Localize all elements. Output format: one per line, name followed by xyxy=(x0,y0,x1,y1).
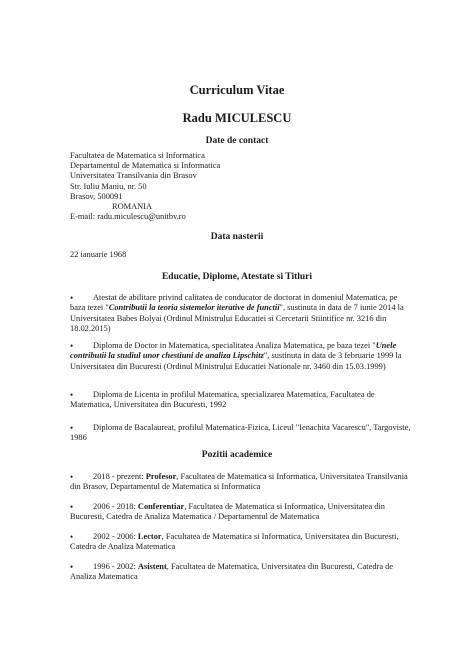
position-item xyxy=(70,472,412,493)
education-text: Diploma de Licenta in profilul Matematica, specializarea Matematica, Facultatea de Matematica, Universitatea din Bucuresti, 1992 xyxy=(70,390,375,410)
position-role: Asistent xyxy=(137,562,167,571)
position-role: Conferentiar xyxy=(137,502,185,511)
position-role: Lector xyxy=(137,532,162,541)
contact-block xyxy=(70,151,220,222)
bullet-icon: • xyxy=(70,532,74,542)
position-period: 2002 - 2006: xyxy=(93,532,138,541)
bullet-icon: • xyxy=(70,390,74,400)
positions-heading: Pozitii academice xyxy=(201,450,273,460)
thesis-title: Unele contributii la studiul unor chestiuni de analiza Lipschitz xyxy=(70,341,397,361)
position-role: Profesor xyxy=(145,472,177,481)
education-item xyxy=(70,423,412,444)
position-item xyxy=(70,562,412,583)
contact-line: Brasov, 500091 xyxy=(70,191,123,201)
position-period: 2006 - 2018: xyxy=(93,502,138,511)
education-text: Diploma de Bacalaureat, profilul Matematica-Fizica, Liceul "Ienachita Vacarescu", Targoviste, 1986 xyxy=(70,423,411,443)
position-details: , Facultatea de Matematica, Universitatea din Bucuresti, Catedra de Analiza Matematica xyxy=(70,562,394,582)
position-item xyxy=(70,532,412,553)
education-text: ", sustinuta in data de 7 iunie 2014 la Universitatea Babes Bolyai (Ordinul Ministrului Educatiei si Cercetarii Stiintifice nr. 3216 din 18.02.2015) xyxy=(70,303,404,334)
bullet-icon: • xyxy=(70,341,74,351)
contact-line: Universitatea Transilvania din Brasov xyxy=(70,171,197,181)
person-name: Radu MICULESCU xyxy=(182,111,292,125)
birth-heading: Data nasterii xyxy=(210,232,264,242)
education-text: Atestat de abilitare privind calitatea de conducator de doctorat in domeniul Matematica, pe baza tezei " xyxy=(70,293,398,313)
bullet-icon: • xyxy=(70,472,74,482)
bullet-icon: • xyxy=(70,293,74,303)
position-details: , Facultatea de Matematica si Informatica, Universitatea din Bucuresti, Catedra de Analiza Matematica / Departamentul de Matematica xyxy=(70,502,385,522)
contact-email: E-mail: radu.miculescu@unitbv.ro xyxy=(70,212,186,222)
position-details: , Facultatea de Matematica si Informatica, Universitatea Transilvania din Brasov, Departamentul de Matematica si Informatica xyxy=(70,472,408,492)
contact-heading: Date de contact xyxy=(205,136,269,146)
position-details: , Facultatea de Matematica si Informatica, Universitatea din Bucuresti, Catedra de Analiza Matematica xyxy=(70,532,399,552)
education-text: Diploma de Doctor in Matematica, specialitatea Analiza Matematica, pe baza tezei " xyxy=(93,341,376,350)
birth-date: 22 ianuarie 1968 xyxy=(70,250,127,259)
document-title: Curriculum Vitae xyxy=(189,83,285,97)
education-item xyxy=(70,390,412,411)
position-period: 1996 - 2002: xyxy=(93,562,138,571)
thesis-title: Contributii la teoria sistemelor iterative de functii xyxy=(108,303,280,313)
education-item xyxy=(70,293,412,335)
bullet-icon: • xyxy=(70,562,74,572)
bullet-icon: • xyxy=(70,423,74,433)
bullet-icon: • xyxy=(70,502,74,512)
education-text: ", sustinuta in data de 3 februarie 1999 la Universitatea din Bucuresti (Ordinul Ministrului Educatiei Nationale nr. 3460 din 15.03.1999) xyxy=(70,351,402,371)
contact-line: Str. Iuliu Maniu, nr. 50 xyxy=(70,181,147,191)
position-item xyxy=(70,502,412,523)
contact-line: Departamentul de Matematica si Informatica xyxy=(70,161,221,171)
contact-line: ROMANIA xyxy=(112,202,153,212)
education-heading: Educatie, Diplome, Atestate si Titluri xyxy=(161,272,313,282)
education-item xyxy=(70,341,412,372)
position-period: 2018 - prezent: xyxy=(93,472,146,481)
contact-line: Facultatea de Matematica si Informatica xyxy=(70,151,205,160)
